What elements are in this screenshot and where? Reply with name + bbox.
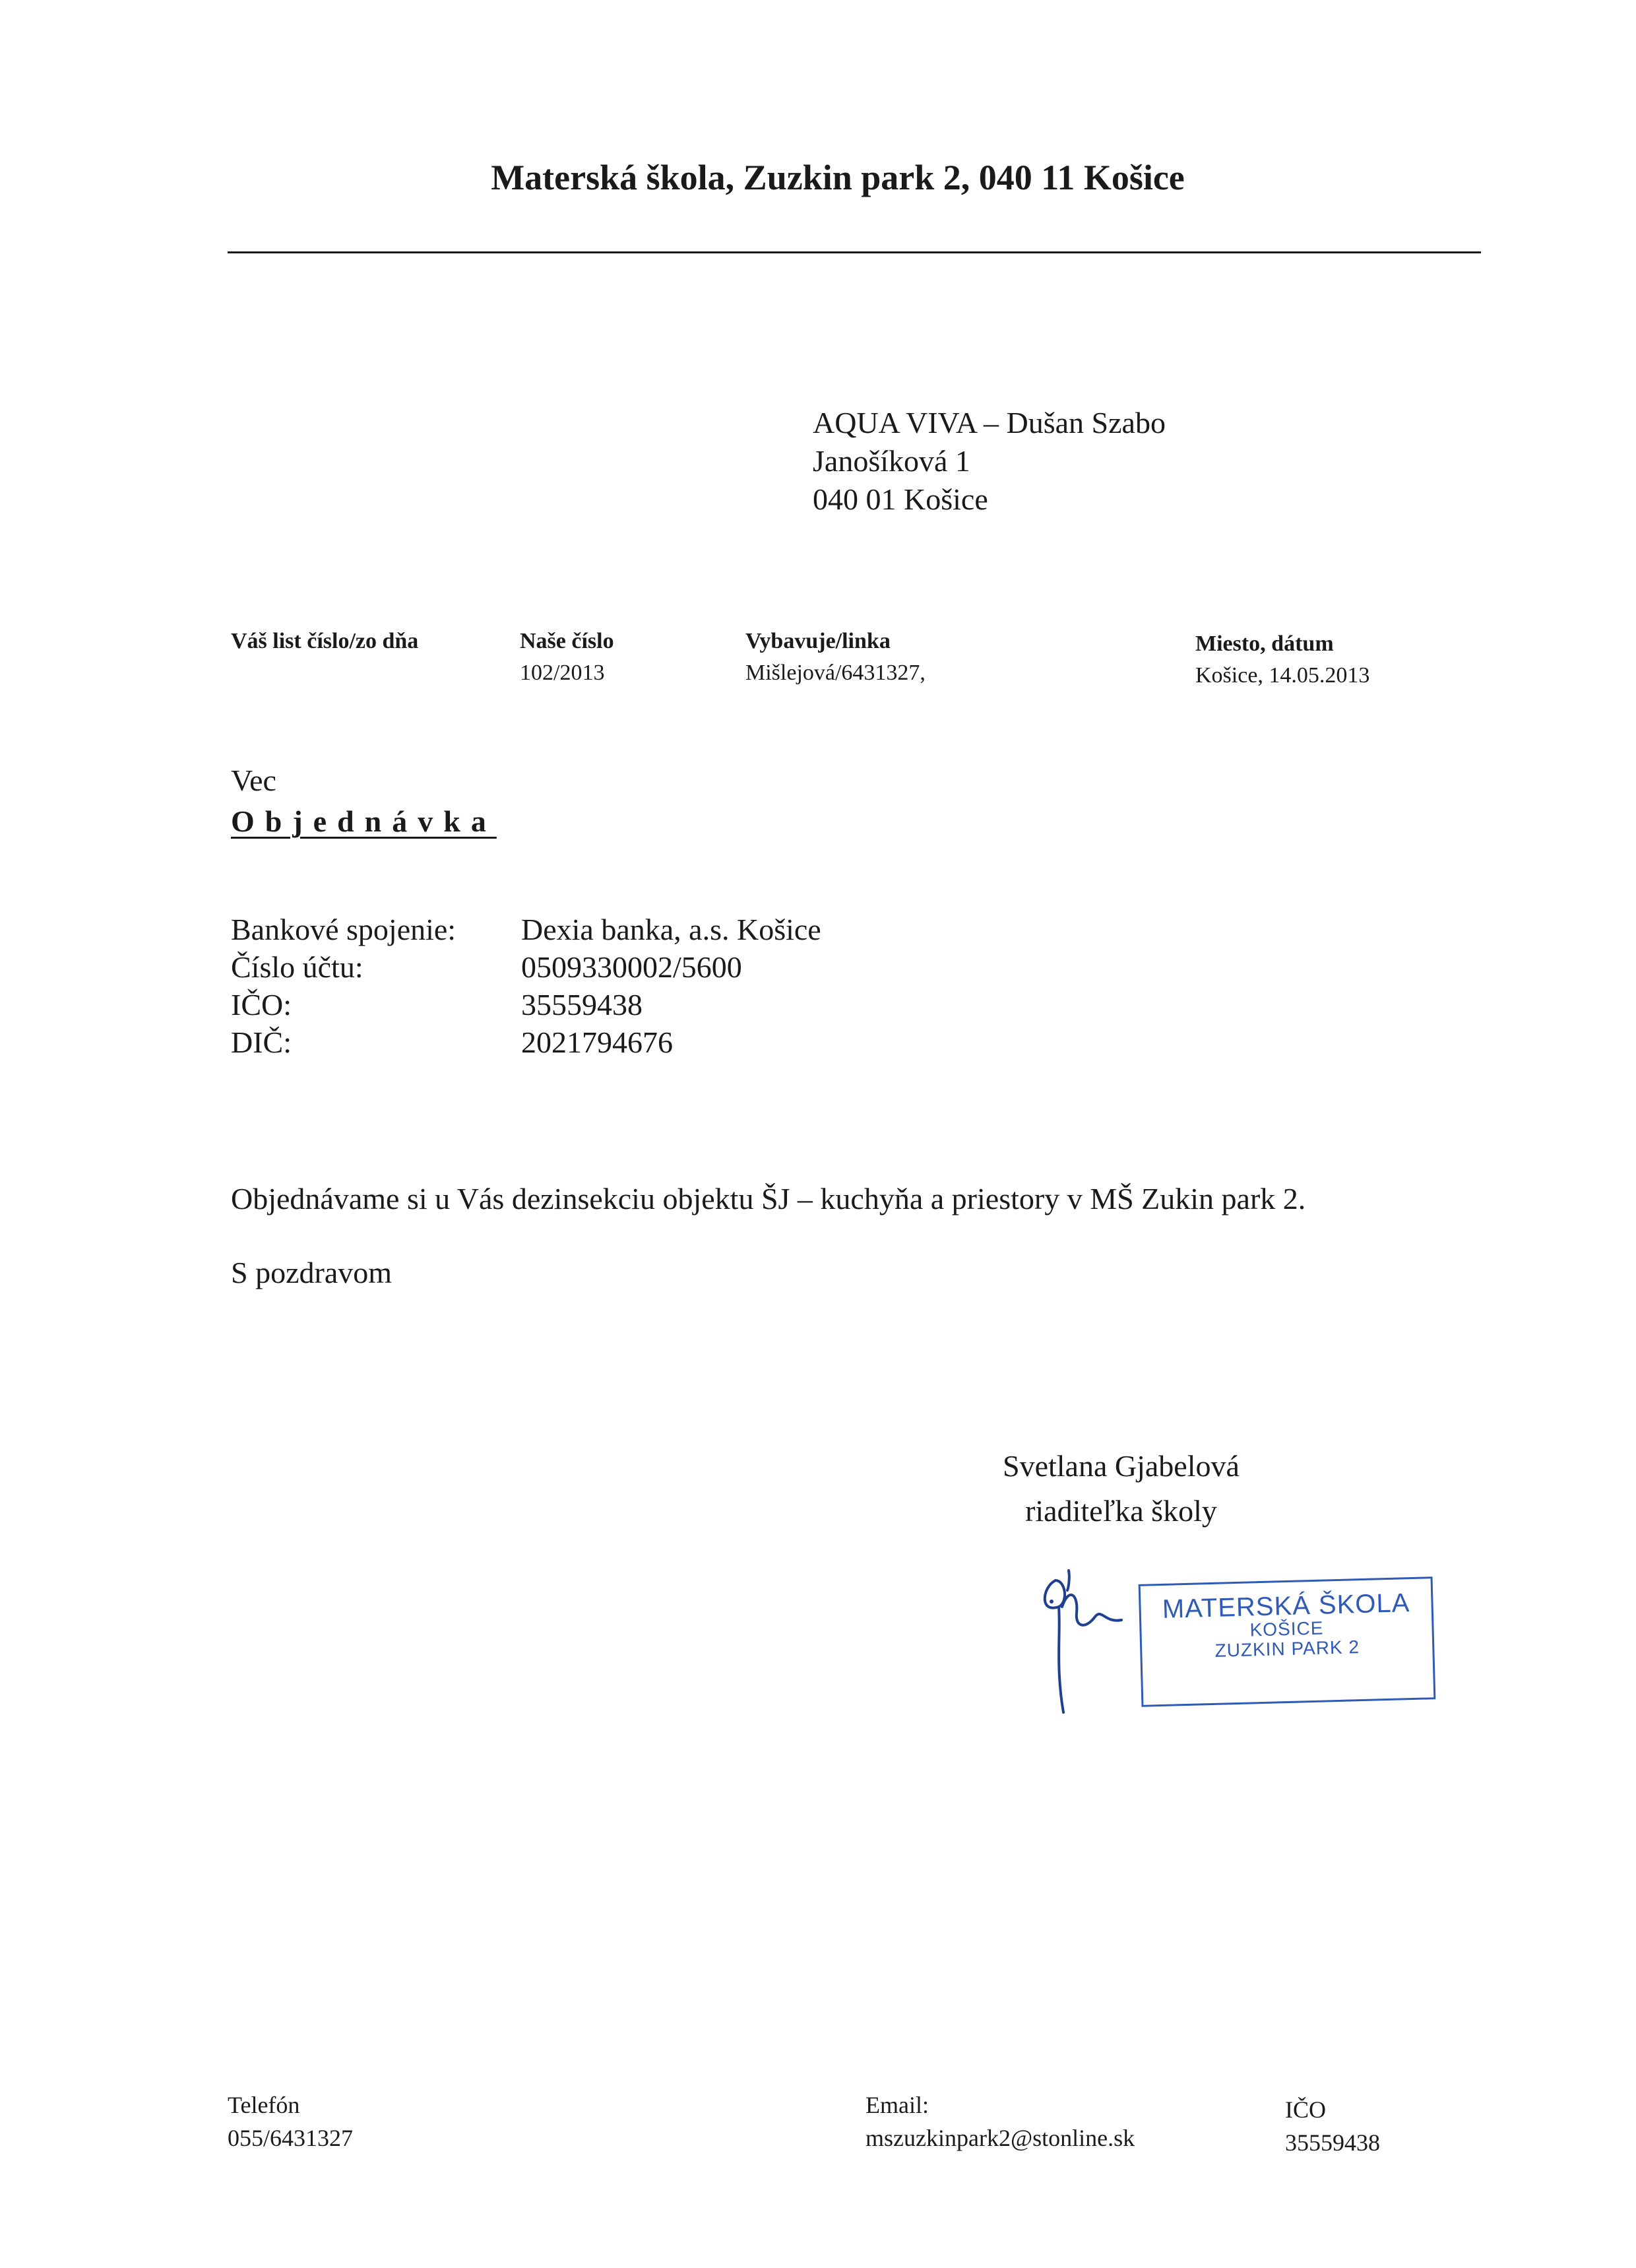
account-label: Číslo účtu: xyxy=(231,950,363,984)
handled-by-label: Vybavuje/linka xyxy=(745,629,891,653)
greeting: S pozdravom xyxy=(231,1256,393,1289)
dic-label: DIČ: xyxy=(231,1025,292,1059)
recipient-line-3: 040 01 Košice xyxy=(813,482,988,516)
ref-our-number xyxy=(520,626,614,689)
ref-place-date xyxy=(1195,628,1369,692)
subject-block xyxy=(231,760,497,842)
handled-by-value: Mišlejová/6431327, xyxy=(745,661,926,685)
ref-handled-by xyxy=(745,626,926,689)
ico-value: 35559438 xyxy=(521,988,643,1021)
ico-label: IČO: xyxy=(231,988,292,1021)
stamp-line-1: MATERSKÁ ŠKOLA xyxy=(1162,1588,1410,1624)
signer-name: Svetlana Gjabelová xyxy=(1003,1449,1240,1483)
our-number-value: 102/2013 xyxy=(520,661,605,685)
bank-label: Bankové spojenie: xyxy=(231,913,456,946)
footer-email xyxy=(865,2089,1135,2155)
subject-title: Objednávka xyxy=(231,804,497,838)
footer-phone xyxy=(228,2089,353,2155)
recipient-address xyxy=(813,404,1166,519)
order-body-text: Objednávame si u Vás dezinsekciu objektu ŠJ – kuchyňa a priestory v MŠ Zukin park 2. xyxy=(231,1182,1306,1215)
recipient-line-2: Janošíková 1 xyxy=(813,444,970,478)
footer-email-label: Email: xyxy=(865,2092,929,2118)
footer-ico xyxy=(1285,2093,1380,2159)
ref-your-letter xyxy=(231,626,418,657)
bank-value: Dexia banka, a.s. Košice xyxy=(521,913,821,946)
footer-ico-label: IČO xyxy=(1285,2096,1326,2123)
stamp-line-2: KOŠICE xyxy=(1249,1617,1324,1640)
our-number-label: Naše číslo xyxy=(520,629,614,653)
header-divider xyxy=(228,251,1481,253)
school-header-title: Materská škola, Zuzkin park 2, 040 11 Košice xyxy=(491,158,1185,197)
signer-role: riaditeľka školy xyxy=(1025,1494,1217,1528)
footer-email-value: mszuzkinpark2@stonline.sk xyxy=(865,2125,1135,2151)
recipient-line-1: AQUA VIVA – Dušan Szabo xyxy=(813,406,1166,439)
bank-info-values xyxy=(521,911,821,1061)
bank-info-labels xyxy=(231,911,456,1061)
footer-phone-label: Telefón xyxy=(228,2092,300,2118)
school-stamp xyxy=(1139,1576,1436,1707)
handwritten-signature xyxy=(1029,1561,1128,1719)
footer-phone-value: 055/6431327 xyxy=(228,2125,354,2151)
your-letter-label: Váš list číslo/zo dňa xyxy=(231,629,419,653)
footer-ico-value: 35559438 xyxy=(1285,2129,1380,2156)
stamp-line-3: ZUZKIN PARK 2 xyxy=(1214,1636,1360,1661)
subject-label: Vec xyxy=(231,763,276,797)
place-date-value: Košice, 14.05.2013 xyxy=(1195,663,1370,688)
dic-value: 2021794676 xyxy=(521,1025,673,1059)
account-value: 0509330002/5600 xyxy=(521,950,742,984)
signer-block xyxy=(1003,1444,1240,1534)
place-date-label: Miesto, dátum xyxy=(1195,632,1334,656)
